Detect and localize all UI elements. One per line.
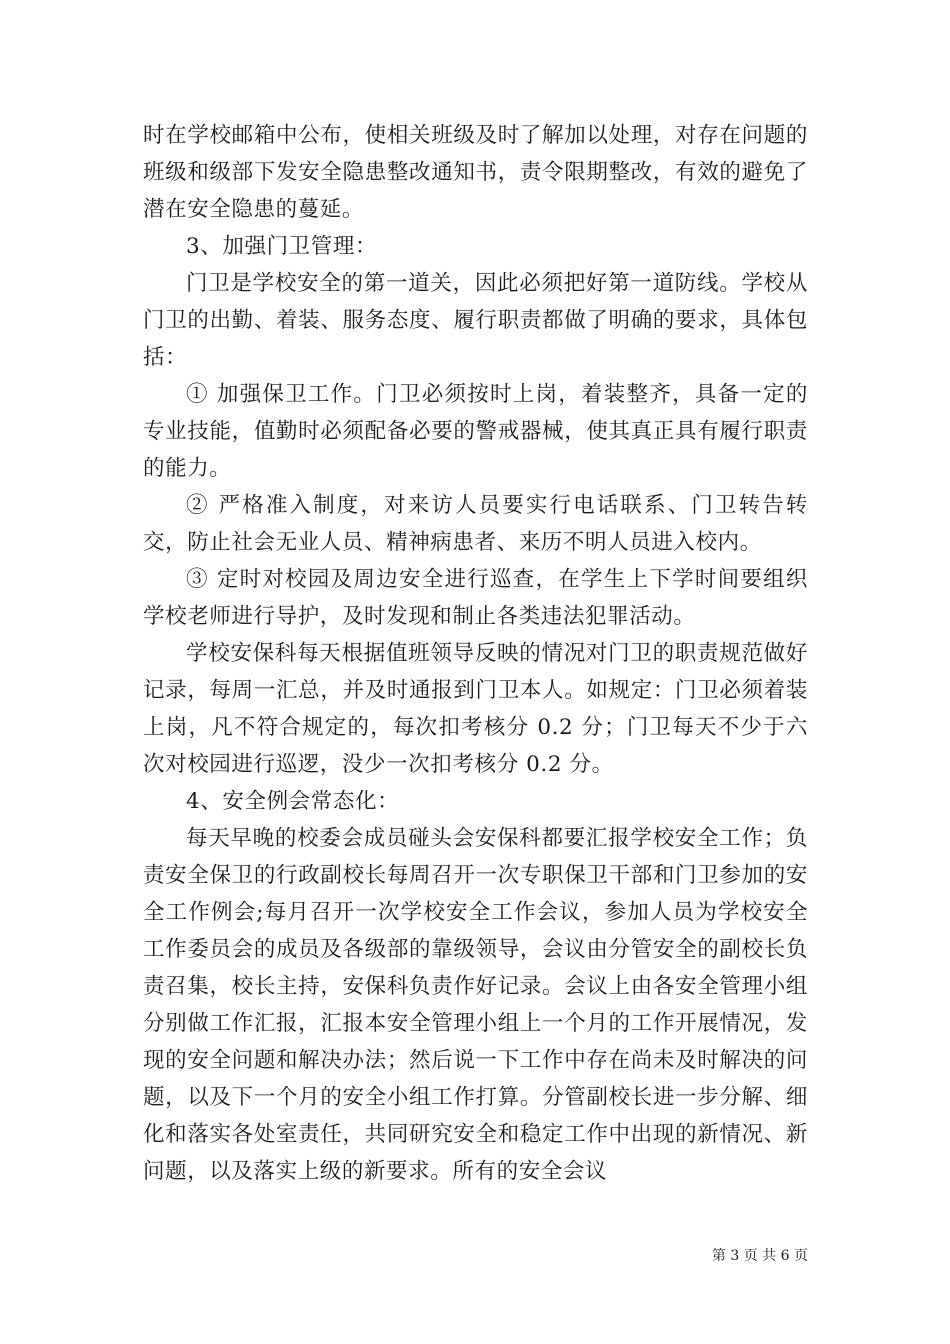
paragraph-gate-intro: 门卫是学校安全的第一道关，因此必须把好第一道防线。学校从门卫的出勤、着装、服务态度、履行职责都做了明确的要求，具体包括： (143, 271, 808, 370)
paragraph-security-records: 学校安保科每天根据值班领导反映的情况对门卫的职责规范做好记录，每周一汇总，并及时通报到门卫本人。如规定：门卫必须着装上岗，凡不符合规定的，每次扣考核分 0.2 分；门卫每天不少于六次对校园进行巡逻，没少一次扣考核分 0.2 分。 (143, 641, 808, 777)
paragraph-safety-meetings: 每天早晚的校委会成员碰头会安保科都要汇报学校安全工作；负责安全保卫的行政副校长每周召开一次专职保卫干部和门卫参加的安全工作例会;每月召开一次学校安全工作会议，参加人员为学校安全工作委员会的成员及各级部的靠级领导，会议由分管安全的副校长负责召集，校长主持，安保科负责作好记录。会议上由各安全管理小组分别做工作汇报，汇报本安全管理小组上一个月的工作开展情况，发现的安全问题和解决办法；然后说一下工作中存在尚未及时解决的问题，以及下一个月的安全小组工作打算。分管副校长进一步分解、细化和落实各处室责任，共同研究安全和稳定工作中出现的新情况、新问题，以及落实上级的新要求。所有的安全会议 (143, 826, 808, 1184)
page-number: 第 3 页 共 6 页 (711, 1248, 808, 1264)
list-item-1: ① 加强保卫工作。门卫必须按时上岗，着装整齐，具备一定的专业技能，值勤时必须配备必要的警戒器械，使其真正具有履行职责的能力。 (143, 382, 808, 481)
heading-safety-meetings: 4、安全例会常态化： (186, 789, 400, 814)
heading-gate-management: 3、加强门卫管理： (186, 234, 378, 259)
list-item-3: ③ 定时对校园及周边安全进行巡查，在学生上下学时间要组织学校老师进行导护，及时发现和制止各类违法犯罪活动。 (143, 567, 808, 629)
list-item-2: ② 严格准入制度，对来访人员要实行电话联系、门卫转告转交，防止社会无业人员、精神病患者、来历不明人员进入校内。 (143, 493, 808, 555)
document-body (143, 117, 808, 1190)
paragraph-1: 时在学校邮箱中公布，使相关班级及时了解加以处理，对存在问题的班级和级部下发安全隐患整改通知书，责令限期整改，有效的避免了潜在安全隐患的蔓延。 (143, 123, 808, 222)
